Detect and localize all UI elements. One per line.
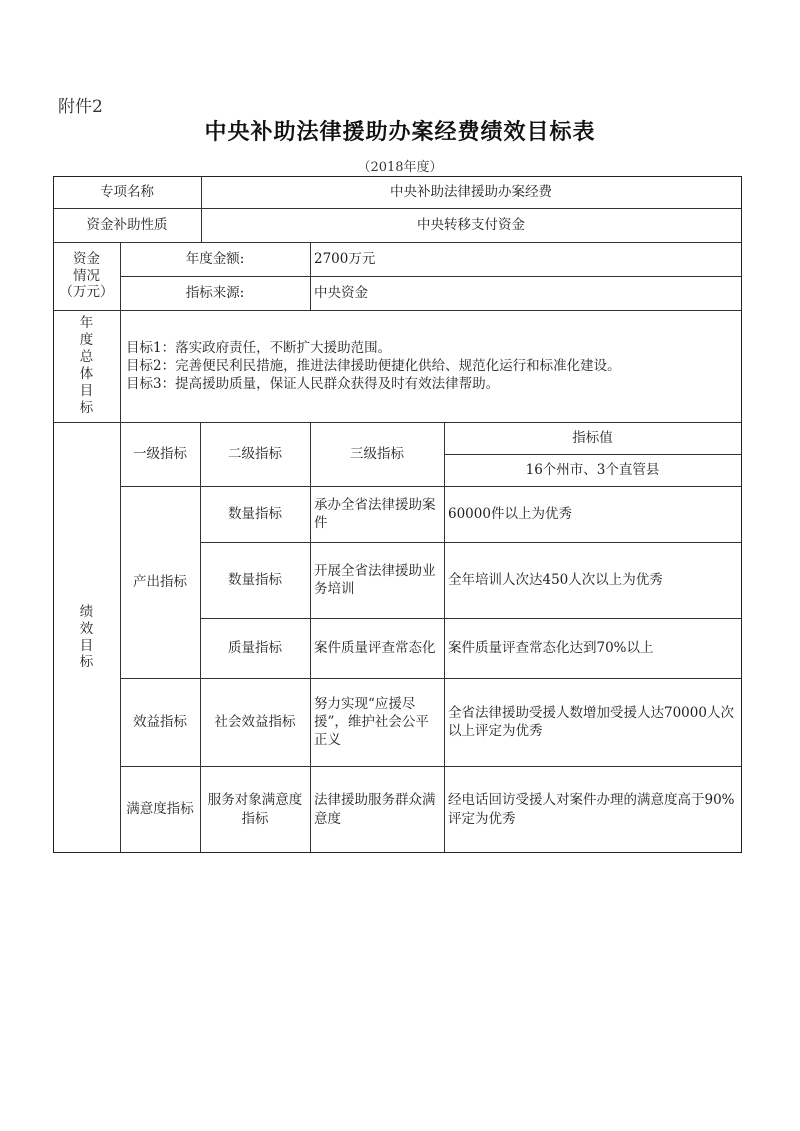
row-level3: 承办全省法律援助案件 (314, 496, 436, 531)
table-rule (444, 422, 445, 853)
table-rule (53, 422, 742, 423)
fund-nature-label: 资金补助性质 (86, 216, 168, 233)
performance-label: 绩 效 目 标 (79, 603, 94, 671)
table-rule (310, 422, 311, 853)
header-level3: 三级指标 (350, 445, 404, 462)
fund-source-value: 中央资金 (314, 284, 368, 301)
group-benefit-label: 效益指标 (133, 713, 187, 730)
row-level3: 努力实现“应援尽援”，维护社会公平正义 (314, 695, 429, 749)
year-label: （2018年度） (357, 160, 443, 175)
row-value: 全省法律援助受援人数增加受援人达70000人次以上评定为优秀 (448, 704, 734, 739)
annual-goal-item: 目标1：落实政府责任，不断扩大援助范围。 (126, 339, 392, 356)
table-rule (120, 766, 742, 767)
group-output-label: 产出指标 (133, 573, 187, 590)
row-value: 案件质量评查常态化达到70%以上 (448, 639, 654, 656)
annual-amount-value: 2700万元 (314, 250, 376, 267)
attachment-label: 附件2 (58, 97, 103, 117)
header-level1: 一级指标 (133, 445, 187, 462)
table-rule (310, 242, 311, 310)
annual-amount-label: 年度金额: (185, 250, 245, 267)
row-level3: 法律援助服务群众满意度 (314, 792, 436, 827)
table-rule (53, 208, 742, 209)
table-rule (200, 422, 201, 853)
table-rule (53, 242, 742, 243)
annual-goals-label: 年 度 总 体 目 标 (79, 315, 94, 416)
project-name-label: 专项名称 (100, 183, 154, 200)
table-rule (200, 542, 742, 543)
table-rule (120, 486, 742, 487)
row-level3: 案件质量评查常态化 (314, 639, 436, 656)
annual-goal-item: 目标2：完善便民利民措施，推进法律援助便捷化供给、规范化运行和标准化建设。 (126, 357, 621, 374)
row-level2: 社会效益指标 (214, 713, 296, 730)
table-rule (53, 310, 742, 311)
table-rule (53, 852, 742, 853)
row-level2: 数量指标 (228, 505, 282, 522)
table-rule (444, 454, 742, 455)
fund-nature-value: 中央转移支付资金 (417, 216, 525, 233)
table-rule (120, 242, 121, 853)
row-level2: 数量指标 (228, 571, 282, 588)
annual-goals-list (120, 310, 741, 422)
page-title: 中央补助法律援助办案经费绩效目标表 (204, 119, 596, 145)
header-value-sub: 16个州市、3个直管县 (525, 461, 660, 478)
fund-source-label: 指标来源: (185, 284, 245, 301)
annual-goal-item: 目标3：提高援助质量，保证人民群众获得及时有效法律帮助。 (126, 376, 500, 393)
table-rule (201, 176, 202, 242)
group-satisfaction-label: 满意度指标 (126, 801, 194, 818)
table-rule (120, 678, 742, 679)
row-level2: 服务对象满意度指标 (207, 792, 303, 827)
project-name-value: 中央补助法律援助办案经费 (390, 183, 552, 200)
row-value: 60000件以上为优秀 (448, 505, 572, 522)
header-level2: 二级指标 (228, 445, 282, 462)
row-value: 全年培训人次达450人次以上为优秀 (448, 571, 663, 588)
table-rule (53, 176, 54, 853)
funds-label: 资金 情况 （万元） (59, 250, 114, 301)
table-rule (53, 176, 742, 177)
table-rule (120, 276, 742, 277)
row-level2: 质量指标 (228, 639, 282, 656)
row-level3: 开展全省法律援助业务培训 (314, 562, 436, 597)
table-rule (200, 618, 742, 619)
header-value: 指标值 (572, 429, 613, 446)
table-rule (741, 176, 742, 853)
row-value: 经电话回访受援人对案件办理的满意度高于90%评定为优秀 (448, 792, 735, 827)
